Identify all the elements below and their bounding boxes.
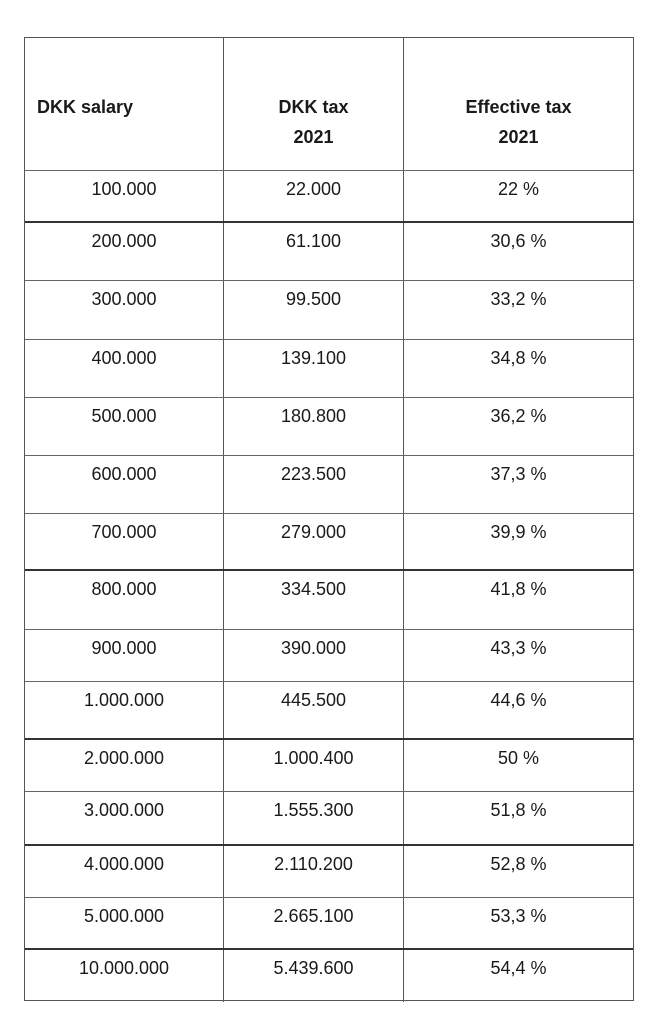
tax-cell: 223.500 xyxy=(224,456,404,513)
salary-cell: 2.000.000 xyxy=(25,740,224,791)
salary-cell: 700.000 xyxy=(25,514,224,569)
salary-cell: 10.000.000 xyxy=(25,950,224,1002)
header-text: DKK tax xyxy=(278,97,349,117)
effective-tax-cell: 44,6 % xyxy=(490,690,547,710)
table-row xyxy=(25,171,633,223)
tax-cell: 2.665.100 xyxy=(224,898,404,948)
header-text: DKK salary xyxy=(37,97,134,117)
header-tax xyxy=(224,38,404,170)
table-row xyxy=(25,571,633,630)
header-text: Effective tax xyxy=(465,97,572,117)
header-effective-tax xyxy=(404,38,633,170)
tax-cell: 61.100 xyxy=(224,223,404,280)
salary-cell: 1.000.000 xyxy=(25,682,224,738)
salary-cell: 3.000.000 xyxy=(25,792,224,844)
tax-cell: 22.000 xyxy=(224,171,404,221)
tax-cell: 5.439.600 xyxy=(224,950,404,1002)
effective-tax-cell: 36,2 % xyxy=(490,406,547,426)
table-row xyxy=(25,950,633,1002)
effective-tax-cell: 34,8 % xyxy=(490,348,547,368)
tax-cell: 99.500 xyxy=(224,281,404,339)
salary-cell: 4.000.000 xyxy=(25,846,224,897)
effective-tax-cell: 54,4 % xyxy=(490,958,547,978)
effective-tax-cell: 41,8 % xyxy=(490,579,547,599)
tax-cell: 180.800 xyxy=(224,398,404,455)
table-row xyxy=(25,281,633,340)
table-row xyxy=(25,792,633,846)
tax-cell: 445.500 xyxy=(224,682,404,738)
tax-cell: 1.555.300 xyxy=(224,792,404,844)
effective-tax-cell: 39,9 % xyxy=(490,522,547,542)
salary-cell: 400.000 xyxy=(25,340,224,397)
table-row xyxy=(25,846,633,898)
header-text: 2021 xyxy=(293,127,334,147)
salary-cell: 900.000 xyxy=(25,630,224,681)
table-row xyxy=(25,682,633,740)
table-row xyxy=(25,898,633,950)
effective-tax-cell: 43,3 % xyxy=(490,638,547,658)
table-row xyxy=(25,340,633,398)
table-row xyxy=(25,398,633,456)
header-salary xyxy=(25,38,224,170)
table-row xyxy=(25,630,633,682)
table-row xyxy=(25,223,633,281)
salary-cell: 300.000 xyxy=(25,281,224,339)
salary-cell: 5.000.000 xyxy=(25,898,224,948)
effective-tax-cell: 50 % xyxy=(497,748,540,768)
tax-cell: 390.000 xyxy=(224,630,404,681)
tax-cell: 334.500 xyxy=(224,571,404,629)
tax-table xyxy=(24,37,634,1001)
table-row xyxy=(25,514,633,571)
tax-cell: 1.000.400 xyxy=(224,740,404,791)
tax-cell: 279.000 xyxy=(224,514,404,569)
salary-cell: 800.000 xyxy=(25,571,224,629)
effective-tax-cell: 52,8 % xyxy=(490,854,547,874)
salary-cell: 600.000 xyxy=(25,456,224,513)
table-header-row xyxy=(25,38,633,171)
header-text: 2021 xyxy=(498,127,539,147)
effective-tax-cell: 37,3 % xyxy=(490,464,547,484)
effective-tax-cell: 22 % xyxy=(497,179,540,199)
salary-cell: 500.000 xyxy=(25,398,224,455)
tax-cell: 139.100 xyxy=(224,340,404,397)
table-row xyxy=(25,456,633,514)
table-row xyxy=(25,740,633,792)
tax-cell: 2.110.200 xyxy=(224,846,404,897)
salary-cell: 100.000 xyxy=(25,171,224,221)
effective-tax-cell: 51,8 % xyxy=(490,800,547,820)
effective-tax-cell: 53,3 % xyxy=(490,906,547,926)
effective-tax-cell: 30,6 % xyxy=(490,231,547,251)
salary-cell: 200.000 xyxy=(25,223,224,280)
effective-tax-cell: 33,2 % xyxy=(490,289,547,309)
